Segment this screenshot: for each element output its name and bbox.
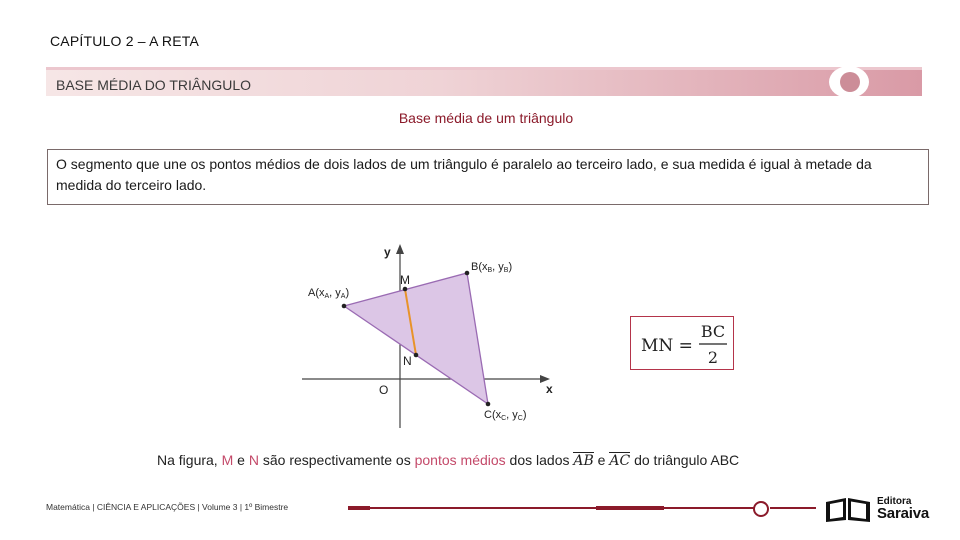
caption-text-2: e <box>233 452 249 468</box>
logo-text-top: Editora <box>877 496 912 507</box>
book-icon <box>824 494 874 524</box>
chapter-title: CAPÍTULO 2 – A RETA <box>50 33 200 49</box>
formula-numerator: BC <box>700 322 726 341</box>
point-m <box>403 287 408 292</box>
y-axis-label: y <box>384 245 391 259</box>
y-axis-arrow <box>396 244 404 254</box>
figure-caption <box>157 452 739 469</box>
segment-ac: AC <box>609 453 631 469</box>
footer-line-accent-mid <box>596 506 664 510</box>
origin-label: O <box>379 383 389 397</box>
caption-text-3: são respectivamente os <box>258 452 415 468</box>
c-label: C(xC, yC) <box>484 409 527 422</box>
footer-line-right <box>770 507 816 509</box>
definition-text: O segmento que une os pontos médios de dois lados de um triângulo é paralelo ao terceiro lado, e sua medida é igual à metade da medida do terceiro lado. <box>56 156 872 193</box>
formula-denominator: 2 <box>707 348 719 367</box>
b-label: B(xB, yB) <box>471 261 513 274</box>
caption-text-6: do triângulo ABC <box>630 452 740 468</box>
point-c <box>486 402 491 407</box>
triangle-abc <box>344 273 488 404</box>
caption-m: M <box>221 452 234 468</box>
footer-ring-icon <box>753 501 769 517</box>
x-axis-label: x <box>546 382 553 396</box>
band-circle-icon <box>840 72 860 92</box>
slide-subtitle: Base média de um triângulo <box>398 110 574 126</box>
formula-svg <box>631 317 733 369</box>
m-label: M <box>400 273 410 287</box>
caption-text-1: Na figura, <box>157 452 222 468</box>
a-label: A(xA, yA) <box>308 287 350 300</box>
section-title: BASE MÉDIA DO TRIÂNGULO <box>56 77 252 93</box>
footer-text: Matemática | CIÊNCIA E APLICAÇÕES | Volume 3 | 1º Bimestre <box>46 502 289 512</box>
caption-text-5: e <box>593 452 610 468</box>
point-a <box>342 304 347 309</box>
caption-n: N <box>248 452 259 468</box>
formula-lhs: MN = <box>641 336 693 356</box>
point-n <box>414 353 419 358</box>
point-b <box>465 271 470 276</box>
segment-ab: AB <box>573 453 594 469</box>
formula-box <box>630 316 734 370</box>
caption-text-4: dos lados <box>505 452 574 468</box>
definition-box <box>47 149 929 205</box>
n-label: N <box>403 354 412 368</box>
footer-line-accent-left <box>348 506 370 510</box>
triangle-figure <box>296 236 566 432</box>
logo-text-bottom: Saraiva <box>877 505 929 522</box>
caption-highlight: pontos médios <box>414 452 506 468</box>
footer-line <box>348 507 758 509</box>
